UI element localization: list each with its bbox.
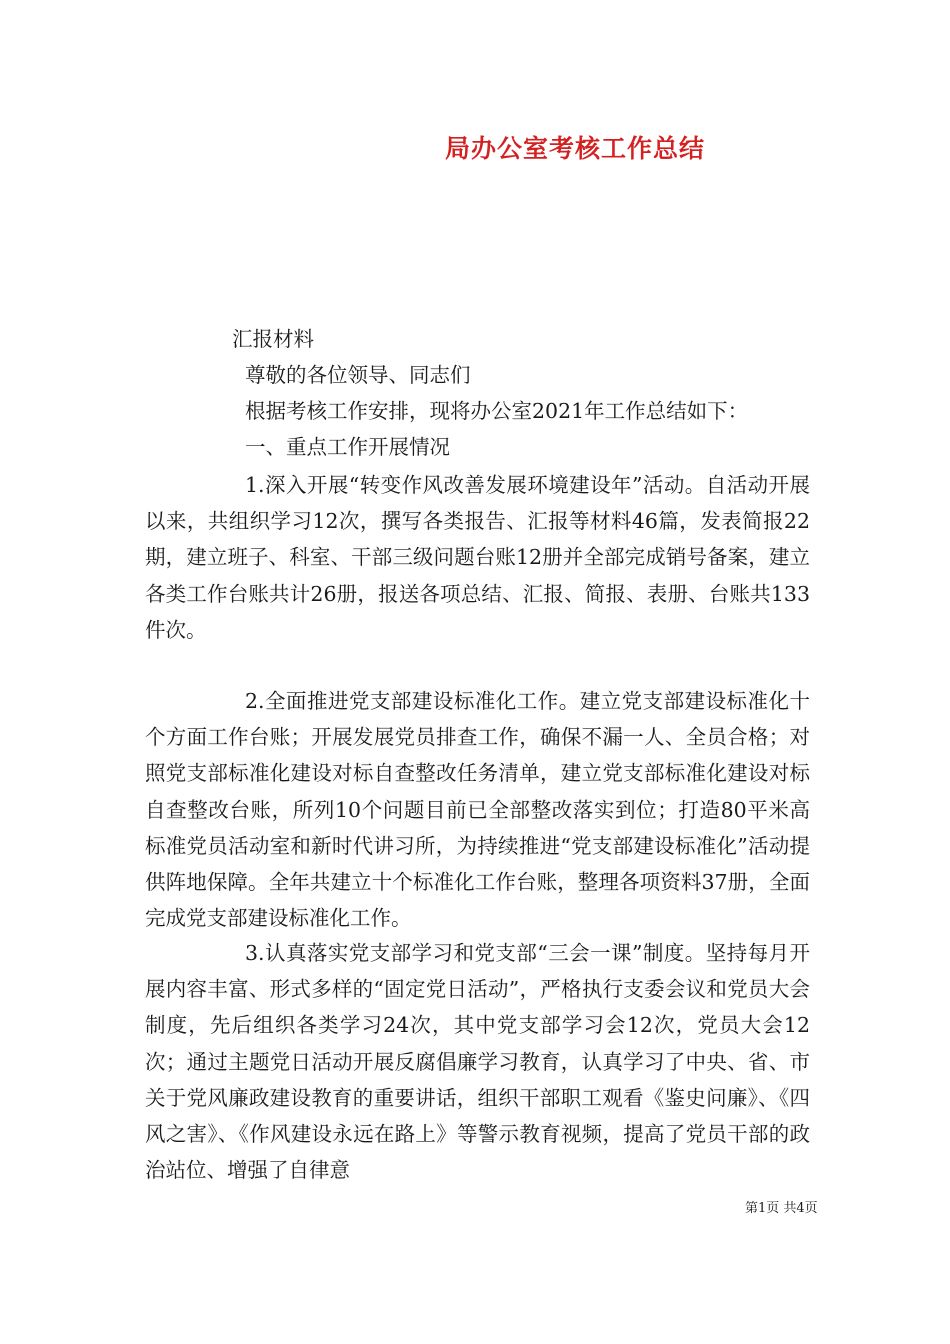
salutation: 尊敬的各位领导、同志们 — [245, 363, 471, 387]
section-heading: 一、重点工作开展情况 — [245, 435, 450, 459]
header-label: 汇报材料 — [232, 327, 314, 351]
paragraph-1: 1.深入开展“转变作风改善发展环境建设年”活动。自活动开展以来，共组织学习12次，撰写各类报告、汇报等材料46篇，发表简报22期，建立班子、科室、干部三级问题台账12册并全部完成销号备案，建立各类工作台账共计26册，报送各项总结、汇报、简报、表册、台账共133件次。 — [145, 473, 810, 642]
paragraph-3: 3.认真落实党支部学习和党支部“三会一课”制度。坚持每月开展内容丰富、形式多样的“固定党日活动”，严格执行支委会议和党员大会制度，先后组织各类学习24次，其中党支部学习会12次，党员大会12次；通过主题党日活动开展反腐倡廉学习教育，认真学习了中央、省、市关于党风廉政建设教育的重要讲话，组织干部职工观看《鉴史问廉》、《四风之害》、《作风建设永远在路上》等警示教育视频，提高了党员干部的政治站位、增强了自律意 — [145, 941, 810, 1183]
page-footer: 第1页 共4页 — [745, 1201, 818, 1216]
paragraph-2: 2.全面推进党支部建设标准化工作。建立党支部建设标准化十个方面工作台账；开展发展党员排查工作，确保不漏一人、全员合格；对照党支部标准化建设对标自查整改任务清单，建立党支部标准化建设对标自查整改台账，所列10个问题目前已全部整改落实到位；打造80平米高标准党员活动室和新时代讲习所，为持续推进“党支部建设标准化”活动提供阵地保障。全年共建立十个标准化工作台账，整理各项资料37册，全面完成党支部建设标准化工作。 — [145, 689, 810, 931]
document-title: 局办公室考核工作总结 — [444, 134, 705, 163]
intro-line: 根据考核工作安排，现将办公室2021年工作总结如下： — [245, 399, 749, 423]
